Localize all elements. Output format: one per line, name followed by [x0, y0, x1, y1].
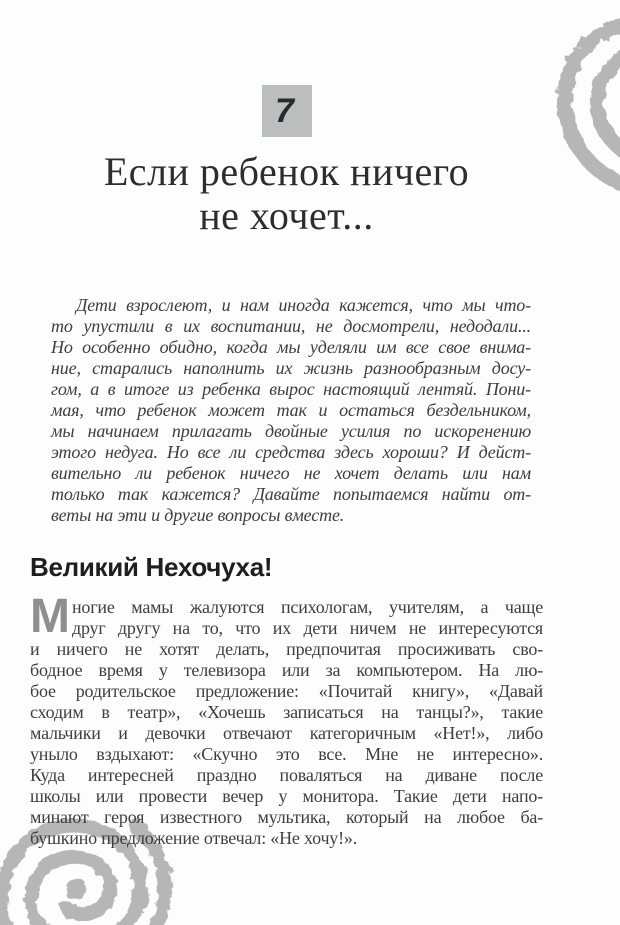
chapter-number: 7	[275, 92, 294, 130]
text-line: мальчики и девочки отвечают категоричным «Нет!», либо	[30, 723, 543, 743]
text-line: Куда интересней праздно поваляться на диване после	[30, 765, 543, 785]
text-line: ние, старались наполнить их жизнь разнообразным досу-	[51, 358, 531, 378]
body-paragraph	[30, 590, 543, 849]
text-line: Но особенно обидно, когда мы уделяли им все свое внима-	[51, 337, 531, 357]
text-line: этого недуга. Но все ли средства здесь хороши? И дейст-	[51, 442, 531, 462]
text-line: бушкино предложение отвечал: «Не хочу!».	[30, 828, 357, 848]
text-line: то упустили в их воспитании, не досмотрели, недодали...	[51, 316, 531, 336]
text-line: ногие мамы жалуются психологам, учителям, а чаще	[72, 597, 543, 617]
text-line: гом, а в итоге из ребенка вырос настоящий лентяй. Пони-	[51, 379, 531, 399]
chapter-title	[30, 150, 543, 238]
text-line: друг другу на то, что их дети ничем не интересуются	[72, 618, 543, 638]
body-paragraph-lines	[30, 590, 543, 849]
text-line: школы или провести вечер у монитора. Такие дети напо-	[30, 786, 543, 806]
text-line: Дети взрослеют, и нам иногда кажется, что мы что-	[76, 295, 531, 315]
text-line: только так кажется? Давайте попытаемся найти от-	[51, 484, 531, 504]
text-line: вительно ли ребенок ничего не хочет делать или нам	[51, 463, 531, 483]
text-line: мы начинаем прилагать двойные усилия по искоренению	[51, 421, 531, 441]
text-line: веты на эти и другие вопросы вместе.	[51, 505, 345, 525]
text-line: уныло вздыхают: «Скучно это все. Мне не интересно».	[30, 744, 543, 764]
chapter-title-line-1: Если ребенок ничего	[103, 149, 470, 194]
chapter-title-line-2: не хочет...	[199, 193, 374, 238]
intro-epigraph-paragraph	[30, 295, 543, 526]
text-line: минают героя известного мультика, который на любое ба-	[30, 807, 543, 827]
text-line: мая, что ребенок может так и остаться бездельником,	[51, 400, 531, 420]
chapter-number-box	[262, 85, 312, 137]
section-heading: Великий Нехочуха!	[30, 552, 273, 582]
text-line: сходим в театр», «Хочешь записаться на танцы?», такие	[30, 702, 543, 722]
drop-cap: М	[30, 590, 70, 643]
text-line: и ничего не хотят делать, предпочитая просиживать сво-	[30, 639, 543, 659]
text-line: бодное время у телевизора или за компьютером. На лю-	[30, 660, 543, 680]
text-line: бое родительское предложение: «Почитай книгу», «Давай	[30, 681, 543, 701]
